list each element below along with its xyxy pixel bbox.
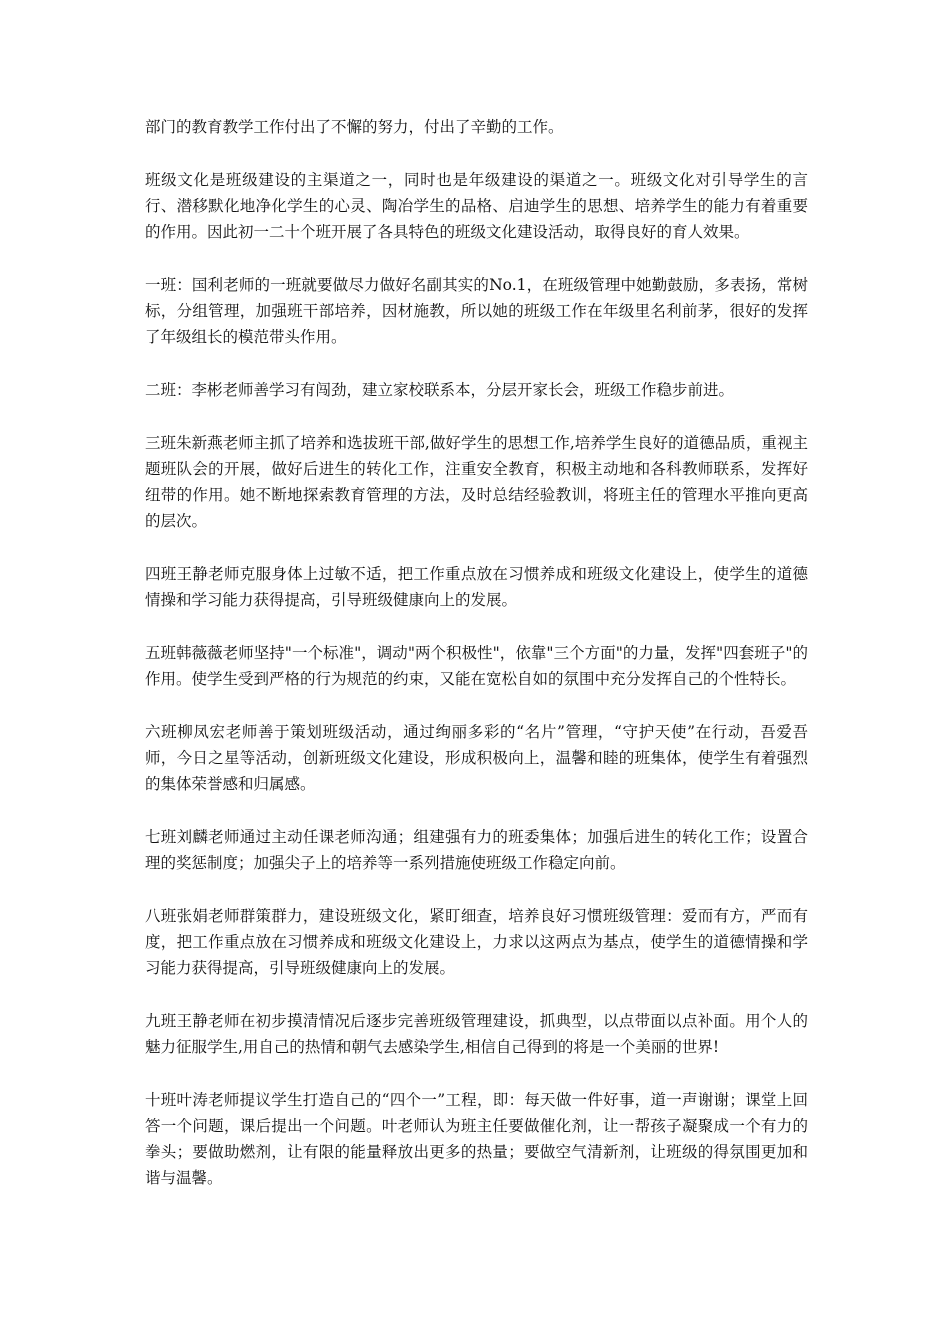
paragraph-class-6: 六班柳凤宏老师善于策划班级活动，通过绚丽多彩的“名片”管理，“守护天使”在行动，吾爱吾师，今日之星等活动，创新班级文化建设，形成积极向上，温馨和睦的班集体，使学生有着强烈的集体荣誉感和归属感。 bbox=[145, 723, 808, 793]
paragraph-class-culture: 班级文化是班级建设的主渠道之一，同时也是年级建设的渠道之一。班级文化对引导学生的言行、潜移默化地净化学生的心灵、陶冶学生的品格、启迪学生的思想、培养学生的能力有着重要的作用。因此初一二十个班开展了各具特色的班级文化建设活动，取得良好的育人效果。 bbox=[145, 171, 808, 241]
paragraph-intro-continuation: 部门的教育教学工作付出了不懈的努力，付出了辛勤的工作。 bbox=[145, 118, 564, 136]
paragraph-class-9: 九班王静老师在初步摸清情况后逐步完善班级管理建设，抓典型，以点带面以点补面。用个人的魅力征服学生,用自己的热情和朝气去感染学生,相信自己得到的将是一个美丽的世界! bbox=[145, 1012, 808, 1056]
paragraph-class-3: 三班朱新燕老师主抓了培养和选拔班干部,做好学生的思想工作,培养学生良好的道德品质，重视主题班队会的开展，做好后进生的转化工作，注重安全教育，积极主动地和各科教师联系，发挥好纽带的作用。她不断地探索教育管理的方法，及时总结经验教训，将班主任的管理水平推向更高的层次。 bbox=[145, 434, 808, 530]
paragraph-class-8: 八班张娟老师群策群力，建设班级文化，紧盯细查，培养良好习惯班级管理：爱而有方，严而有度，把工作重点放在习惯养成和班级文化建设上，力求以这两点为基点，使学生的道德情操和学习能力获得提高，引导班级健康向上的发展。 bbox=[145, 907, 808, 977]
paragraph-class-2: 二班：李彬老师善学习有闯劲，建立家校联系本，分层开家长会，班级工作稳步前进。 bbox=[145, 381, 735, 399]
paragraph-class-5: 五班韩薇薇老师坚持"一个标准"，调动"两个积极性"，依靠"三个方面"的力量，发挥"四套班子"的作用。使学生受到严格的行为规范的约束，又能在宽松自如的氛围中充分发挥自己的个性特长。 bbox=[145, 644, 808, 688]
paragraph-class-4: 四班王静老师克服身体上过敏不适，把工作重点放在习惯养成和班级文化建设上，使学生的道德情操和学习能力获得提高，引导班级健康向上的发展。 bbox=[145, 565, 808, 609]
paragraph-class-7: 七班刘麟老师通过主动任课老师沟通；组建强有力的班委集体；加强后进生的转化工作；设置合理的奖惩制度；加强尖子上的培养等一系列措施使班级工作稳定向前。 bbox=[145, 828, 808, 872]
paragraph-class-1: 一班：国利老师的一班就要做尽力做好名副其实的No.1，在班级管理中她勤鼓励，多表扬，常树标，分组管理，加强班干部培养，因材施教，所以她的班级工作在年级里名利前茅，很好的发挥了年级组长的模范带头作用。 bbox=[145, 276, 808, 346]
paragraph-class-10: 十班叶涛老师提议学生打造自己的“四个一”工程，即：每天做一件好事，道一声谢谢；课堂上回答一个问题，课后提出一个问题。叶老师认为班主任要做催化剂，让一帮孩子凝聚成一个有力的拳头；要做助燃剂，让有限的能量释放出更多的热量；要做空气清新剂，让班级的得氛围更加和谐与温馨。 bbox=[145, 1091, 808, 1187]
document-body bbox=[145, 114, 808, 1218]
